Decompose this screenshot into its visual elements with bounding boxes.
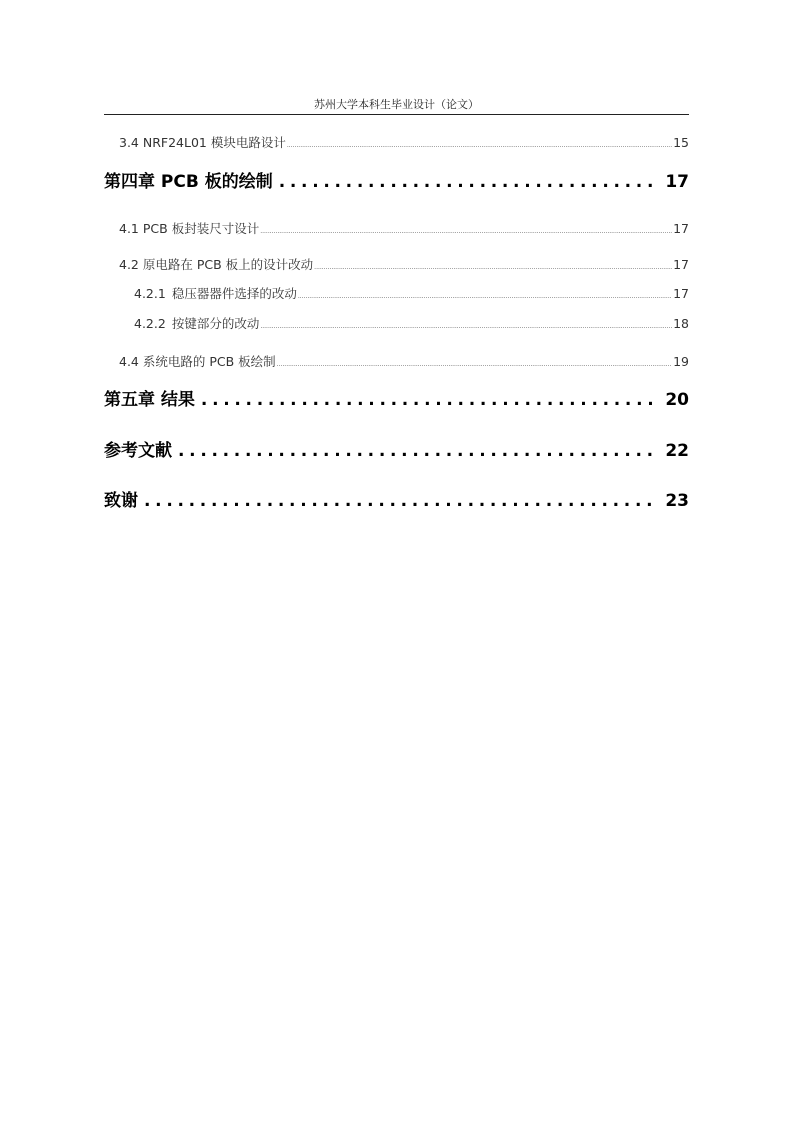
toc-title: 第四章 PCB 板的绘制 [104,172,273,192]
toc-title: 稳压器器件选择的改动 [171,286,297,301]
toc-entry[interactable] [134,315,689,333]
toc-leader [314,259,672,277]
toc-leader [260,318,672,336]
toc-number: 4.1 [119,221,139,236]
toc-page-number: 19 [673,354,689,369]
toc-leader [201,388,659,412]
toc-entry[interactable] [119,134,689,152]
toc-page-number: 23 [665,491,689,511]
toc-leader [277,356,672,374]
toc-title: 致谢 [104,491,138,511]
toc-page-number: 17 [673,257,689,272]
toc-leader [260,223,672,241]
toc-chapter-entry[interactable] [104,388,689,412]
toc-entry[interactable] [134,285,689,303]
header-divider [104,114,689,115]
toc-entry[interactable] [119,256,689,274]
toc-page-number: 15 [673,135,689,150]
toc-chapter-entry[interactable] [104,489,689,513]
toc-leader [287,137,672,155]
page-header-title: 苏州大学本科生毕业设计（论文） [314,98,479,111]
toc-page-number: 22 [665,441,689,461]
toc-number: 3.4 [119,135,139,150]
toc-entry[interactable] [119,353,689,371]
toc-chapter-entry[interactable] [104,439,689,463]
toc-number: 4.4 [119,354,139,369]
toc-number: 4.2 [119,257,139,272]
toc-page-number: 20 [665,390,689,410]
toc-leader [144,489,659,513]
toc-title: NRF24L01 模块电路设计 [142,135,286,150]
toc-leader [279,170,660,194]
toc-page-number: 17 [665,172,689,192]
toc-title: 第五章 结果 [104,390,195,410]
toc-title: 原电路在 PCB 板上的设计改动 [142,257,314,272]
toc-page-number: 18 [673,316,689,331]
toc-chapter-entry[interactable] [104,170,689,194]
toc-title: 参考文献 [104,441,172,461]
toc-number: 4.2.2 [134,316,166,331]
toc-title: PCB 板封装尺寸设计 [142,221,260,236]
toc-leader [178,439,659,463]
toc-number: 4.2.1 [134,286,166,301]
toc-page-number: 17 [673,286,689,301]
toc-leader [298,288,672,306]
toc-page-number: 17 [673,221,689,236]
toc-title: 系统电路的 PCB 板绘制 [142,354,276,369]
toc-title: 按键部分的改动 [171,316,260,331]
toc-entry[interactable] [119,220,689,238]
